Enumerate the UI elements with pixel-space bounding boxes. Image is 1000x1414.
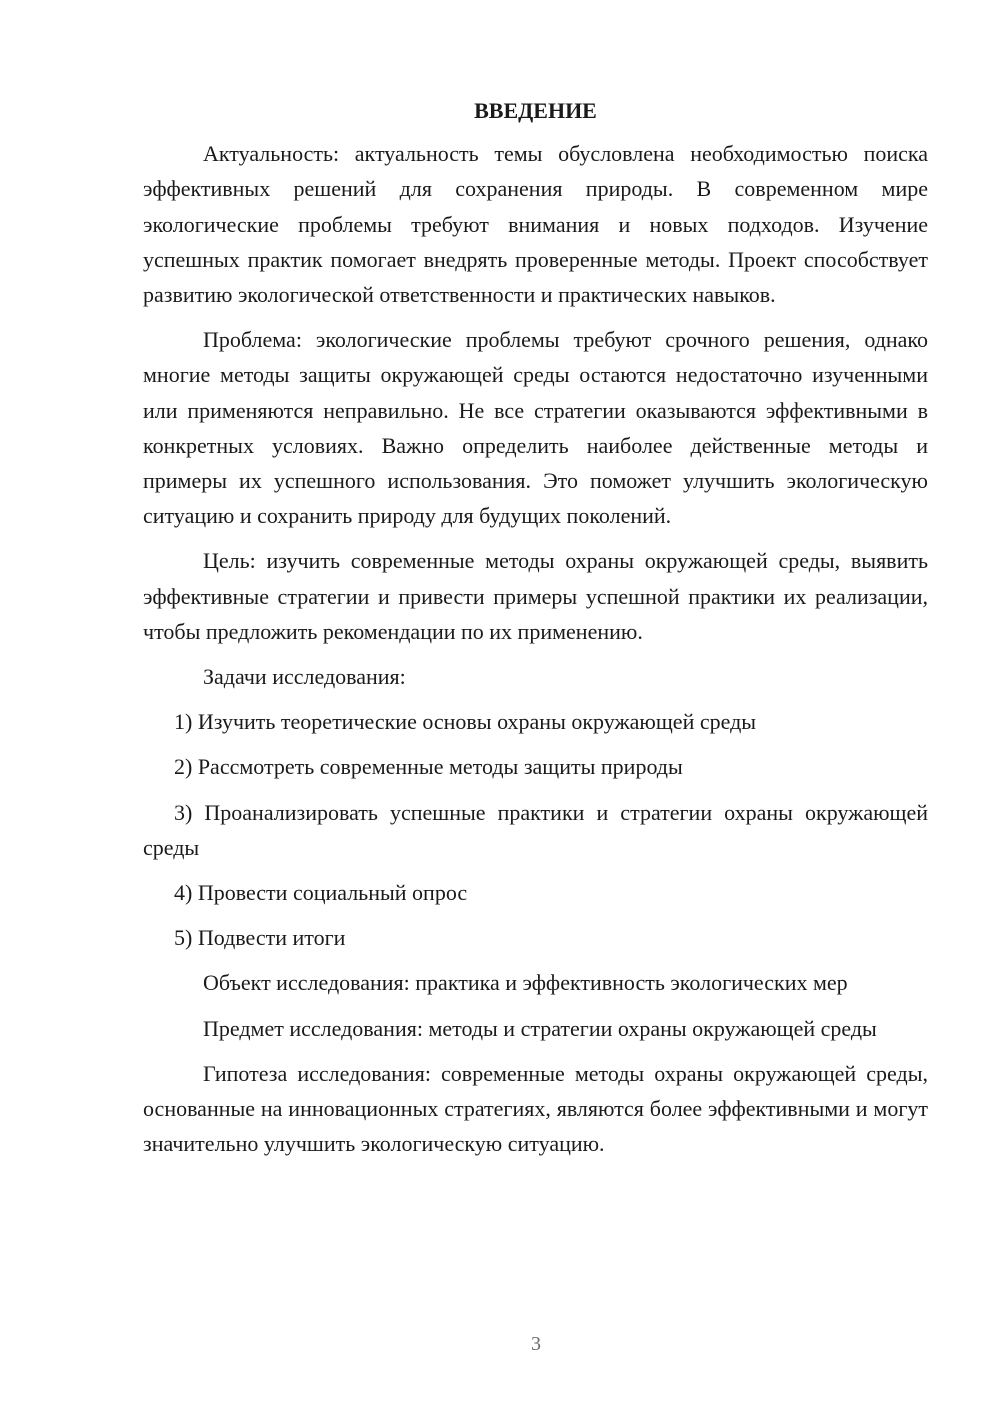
- goal-paragraph: Цель: изучить современные методы охраны окружающей среды, выявить эффективные стратегии и привести примеры успешной практики их реализации, чтобы предложить рекомендации по их применению.: [143, 548, 928, 644]
- task-item-1: 1) Изучить теоретические основы охраны окружающей среды: [174, 709, 757, 735]
- relevance-paragraph: Актуальность: актуальность темы обусловлена необходимостью поиска эффективных решений для сохранения природы. В современном мире экологические проблемы требуют внимания и новых подходов. Изучение успешных практик помогает внедрять проверенные методы. Проект способствует развитию экологической ответственности и практических навыков.: [143, 141, 928, 308]
- tasks-heading: Задачи исследования:: [203, 664, 406, 690]
- page-title: ВВЕДЕНИЕ: [474, 98, 597, 123]
- task-item-3: 3) Проанализировать успешные практики и стратегии охраны окружающей среды: [143, 799, 928, 860]
- research-object-paragraph: Объект исследования: практика и эффективность экологических мер: [203, 970, 848, 996]
- page-content: [143, 93, 928, 1171]
- task-item-4: 4) Провести социальный опрос: [174, 880, 468, 906]
- problem-paragraph: Проблема: экологические проблемы требуют срочного решения, однако многие методы защиты окружающей среды остаются недостаточно изученными или применяются неправильно. Не все стратегии оказываются эффективными в конкретных условиях. Важно определить наиболее действенные методы и примеры их успешного использования. Это поможет улучшить экологическую ситуацию и сохранить природу для будущих поколений.: [143, 327, 928, 529]
- hypothesis-paragraph: Гипотеза исследования: современные методы охраны окружающей среды, основанные на инновационных стратегиях, являются более эффективными и могут значительно улучшить экологическую ситуацию.: [143, 1060, 928, 1157]
- task-item-5: 5) Подвести итоги: [174, 925, 346, 951]
- task-item-2: 2) Рассмотреть современные методы защиты природы: [174, 754, 683, 780]
- page-number: 3: [531, 1333, 541, 1355]
- research-subject-paragraph: Предмет исследования: методы и стратегии охраны окружающей среды: [203, 1015, 877, 1041]
